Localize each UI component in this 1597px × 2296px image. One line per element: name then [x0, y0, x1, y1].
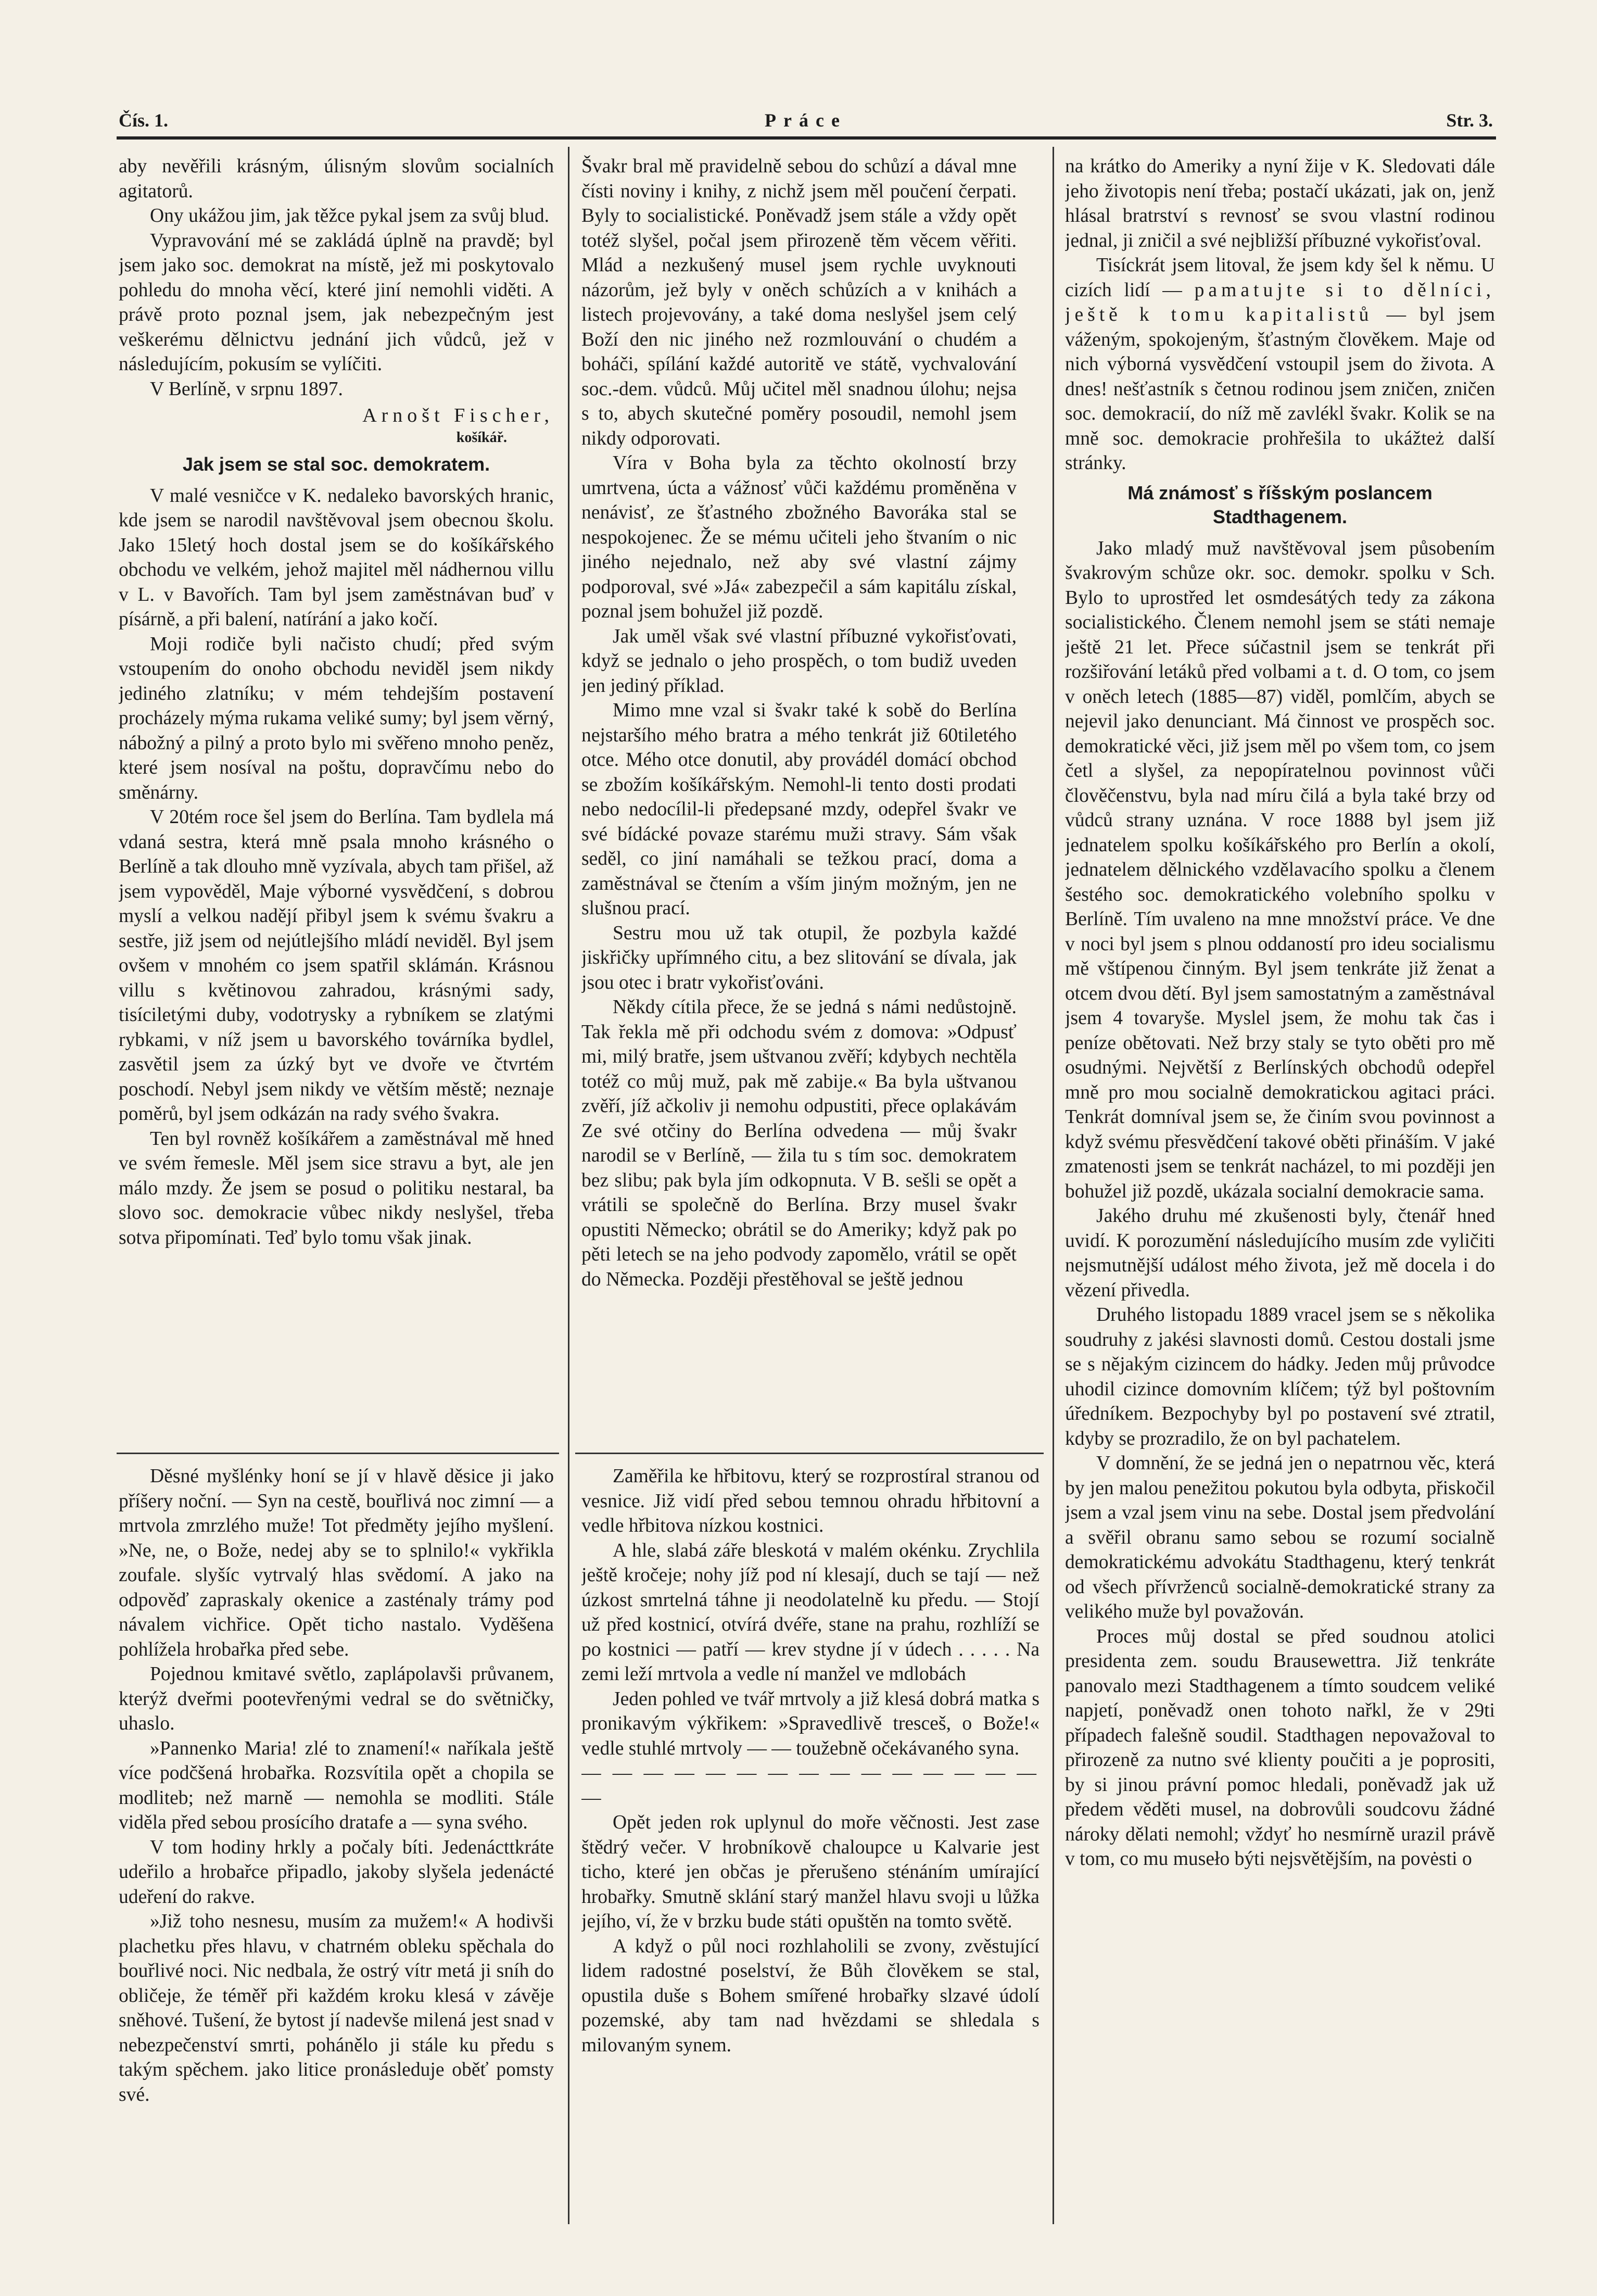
- column-3: [1065, 154, 1495, 2211]
- paragraph: aby nevěřili krásným, úlisným slovům socialních agitatorů.: [119, 156, 554, 202]
- author-profession: košíkář.: [456, 429, 507, 446]
- paragraph: Švakr bral mě pravidelně sebou do schůzí a dával mne čísti noviny i knihy, z nichž jsem měl poučení čerpati. Byly to socialistické. Poněvadž jsem stále a vždy opět totéž slyšel, počal jsem přirozeně těm věcem věřiti. Mlád a nezkušený musel jsem rychle uvyknouti názorům, jež byly v oněch schůzích a v knihách a listech projevovány, a také doma neslyšel jsem celý Boží den nic jiného než rozmlouvání o chudém a boháči, spílání každé autoritě ve státě, vychvalování soc.-dem. vůdců. Můj učitel měl snadnou úlohu; nejsa s to, abych skutečné poměry posoudil, nemohl jsem nikdy odporovati.: [581, 156, 1017, 449]
- paragraph: Mimo mne vzal si švakr také k sobě do Berlína nejstaršího mého bratra a mého tenkrát již 60tiletého otce. Mého otce donutil, aby provádél domácí obchod se zbožím košíkářským. Nemohl-li tento dosti prodati nebo nedocílil-li předepsané mzdy, odepřel švakr ve své bídácké povaze starému muži stravy. Sám však seděl, co jiní namáhali se težkou prací, doma a zaměstnával se čtením a vším jiným možným, jen ne slušnou prací.: [581, 700, 1017, 919]
- column-divider-1: [568, 147, 569, 2224]
- paragraph: Ony ukážou jim, jak těžce pykal jsem za svůj blud.: [150, 205, 550, 226]
- column-2: [581, 154, 1017, 1445]
- paragraph: Jako mladý muž navštěvoval jsem působením švakrovým schůze okr. soc. demokr. spolku v Sch. Bylo to uprostřed let osmdesátých tedy za zákona socialistického. Členem nemohl jsem se státi nemaje ještě 21 let. Přece súčastnil jsem se tenkrát při rozšiřování letáků před volbami a t. d. O tom, co jsem v oněch letech (1885—87) viděl, pomlčím, abych se nejevil jako denunciant. Má činnost ve prospěch soc. demokratické věci, již jsem měl po všem tom, co jsem četl a slyšel, za nepopíratelnou povinnost vůči člověčenstvu, byla nad míru čilá a byla také brzy od vůdců strany uznána. V roce 1888 byl jsem již jednatelem spolku košíkářského pro Berlín a okolí, jednatelem dělnického vzdělavacího spolku a členem šestého soc. demokratického volebního spolku v Berlíně. Tím uvaleno na mne množství práce. Ve dne v noci byl jsem s plnou oddaností pro ideu socialismu mě vštípenou činným. Byl jsem tenkráte již ženat a otcem dvou dětí. Byl jsem samostatným a zaměstnával jsem 4 tovaryše. Myslel jsem, že mohu tak čas i peníze obětovati. Než brzy staly se tyto oběti pro mě osudnými. Největší z Berlínských obchodů odepřel mně pro mou socialně demokratickou agitaci práci. Tenkrát domníval jsem se, že činím svou povinnost a když svému přesvědčení takové oběti přináším. V jaké zmatenosti jsem se tenkrát nacházel, to mi později jen bohužel již pozdě, ukázala socialní demokracie sama.: [1065, 537, 1495, 1202]
- paragraph: A hle, slabá záře bleskotá v malém okénku. Zrychlila ještě kročeje; nohy jíž pod ní klesají, duch se tají — než úzkost smrtelná táhne ji neodolatelně ku předu. — Stojí už před kostnicí, otvírá dvéře, stane na prahu, rozhlíží se po kostnici — patří — krev stydne jí v údech . . . . . Na zemi leží mrtvola a vedle ní manžel ve mdlobách: [581, 1540, 1040, 1685]
- section-heading: Má známosť s říšským poslancem Stadthagenem.: [1127, 482, 1433, 527]
- paragraph: Druhého listopadu 1889 vracel jsem se s několika soudruhy z jakési slavnosti domů. Cestou dostali jsme se s nějakým cizincem do hádky. Jeden můj průvodce uhodil cizince domovním klíčem; týž byl poštovním úředníkem. Bezpochyby byl po postavení své ztratil, kdyby se prozradilo, že on byl pachatelem.: [1065, 1304, 1495, 1449]
- paragraph: Moji rodiče byli načisto chudí; před svým vstoupením do onoho obchodu neviděl jsem nikdy jediného zlatníku; v mém tehdejším postavení procházely mýma rukama veliké sumy; byl jsem věrný, nábožný a pilný a proto bylo mi svěřeno mnoho peněz, které jsem nosíval na poštu, dopravčímu nebo do směnárny.: [119, 633, 554, 803]
- paragraph: Vypravování mé se zakládá úplně na pravdě; byl jsem jako soc. demokrat na místě, jež mi poskytovalo pohledu do mnoha věcí, které jiní nemohli viděti. A právě proto poznal jsem, jak nebezpečným jest veškerému dělnictvu jednání jich vůdců, jež v následujícím, pokusím se vylíčiti.: [119, 230, 554, 375]
- paragraph: Ten byl rovněž košíkářem a zaměstnával mě hned ve svém řemesle. Měl jsem sice stravu a byt, ale jen málo mzdy. Že jsem se posud o politiku nestaral, ba slovo soc. demokracie vůbec nikdy neslyšel, třeba sotva připomínati. Teď bylo tomu však jinak.: [119, 1128, 554, 1248]
- feuilleton-left: [119, 1464, 554, 2214]
- paragraph: V 20tém roce šel jsem do Berlína. Tam bydlela má vdaná sestra, která mně psala mnoho krásného o Berlíně a tak dlouho mně vyzívala, abych tam přišel, až jsem vypověděl, Maje výborné vysvědčení, s dobrou myslí a velkou nadějí přibyl jsem k svému švakru a sestře, již jsem od nejútlejšího mládí neviděl. Byl jsem ovšem v mnohém co jsem spatřil sklámán. Krásnou villu s květinovou zahradou, krásnými sady, tisíciletými duby, vodotrysky a rybníkem se zlatými rybkami, v níž jsem u bavorského továrníka bydlel, zasvětil jsem za úzký byt ve dvoře ve čtvrtém poschodí. Nebyl jsem nikdy ve větším městě; neznaje poměrů, byl jsem odkázán na rady svého švakra.: [119, 806, 554, 1125]
- paragraph: V domnění, že se jedná jen o nepatrnou věc, která by jen malou penežitou pokutou byla odbyta, přiskočil jsem a vzal jsem vinu na sebe. Dostal jsem předvolání a svěřil obranu samo sebou se rozumí socialně demokratickému advokátu Stadthagenu, který tenkrát od všech přívrženců socialně-demokratické strany za velikého muže byl považován.: [1065, 1453, 1495, 1622]
- newspaper-title: Práce: [765, 110, 847, 131]
- paragraph: Jeden pohled ve tvář mrtvoly a již klesá dobrá matka s pronikavým výkřikem: »Spravedlivě trescеš, o Bože!« vedle stuhlé mrtvoly — — toužebně očekávaného syna.: [581, 1688, 1040, 1759]
- paragraph: »Již toho nesnesu, musím za mužem!« A hodivši plachetku přes hlavu, v chatrném obleku spěchala do bouřlivé noci. Nic nedbala, že ostrý vítr metá ji sníh do obličeje, že téměř při každém kroku klesá v závěje sněhové. Tušení, že bytost jí nadevše milená jest snad v nebezpečenství smrti, pohánělo ji stále ku předu s takým spěchem. jako litice pronásleduje oběť pomsty své.: [119, 1911, 554, 2105]
- dash-separator: — — — — — — — — — — — — — — — —: [581, 1762, 1040, 1809]
- paragraph: »Pannenko Maria! zlé to znamení!« naříkala ještě více podčšená hrobařka. Rozsvítila opět a chopila se modliteb; než marně — nemohla se modliti. Stále viděla před sebou prosícího dratafe a — syna svého.: [119, 1737, 554, 1833]
- paragraph: V Berlíně, v srpnu 1897.: [150, 378, 343, 400]
- paragraph: V malé vesničce v K. nedaleko bavorských hranic, kde jsem se narodil navštěvoval jsem obecnou školu. Jako 15letý hoch dostal jsem se do košíkářského obchodu ve velkém, jehož majitel měl nádhernou villu v L. v Bavořích. Tam byl jsem zaměstnávan buď v písárně, a při balení, natírání a jako kočí.: [119, 485, 554, 630]
- paragraph: A když o půl noci rozhlaholili se zvony, zvěstující lidem radostné poselství, že Bůh člověkem se stal, opustila duše s Bohem smířené hrobařky slzavé údolí pozemské, aby tam nad hvězdami se shledala s milovaným synem.: [581, 1935, 1040, 2056]
- paragraph: Zaměřila ke hřbitovu, který se rozprostíral stranou od vesnice. Již vidí před sebou temnou ohradu hřbitovní a vedle hřbitova nízkou kostnici.: [581, 1466, 1040, 1536]
- paragraph: Jak uměl však své vlastní příbuzné vykořisťovati, když se jednalo o jeho prospěch, o tom budiž uveden jen jediný příklad.: [581, 625, 1017, 697]
- paragraph: Víra v Boha byla za těchto okolností brzy umrtvena, úcta a vážnosť vůči každému proměněna v nenávisť, ze šťastného zbožného Bavoráka stal se nespokojenec. Že se mému učiteli jeho štvaním o nic jiného nejednalo, než aby své vlastní zájmy podporoval, své »Já« zabezpečil a sám kapitálu získal, poznal jsem bohužel již pozdě.: [581, 452, 1017, 622]
- paragraph: Děsné myšlénky honí se jí v hlavě děsice ji jako příšery noční. — Syn na cestě, bouřlivá noc zimní — a mrtvola zmrzlého muže! Tot předměty jejího myšlení. »Ne, ne, o Bože, nedej aby se to splnilo!« vykřikla zoufale. slyšíc vytrvalý hlas svědomí. A jako na odpověď zapraskaly okenice a zasténaly trámy pod návalem vichřice. Opět ticho nastalo. Vyděšena pohlížela hrobařka před sebe.: [119, 1466, 554, 1660]
- paragraph-part: — byl jsem váženým, spokojeným, šťastným člověkem. Maje od nich výborná vysvědčení vstoupil jsem do života. A dnes! nešťastník s četnou rodinou jsem zničen, zničen soc. demokracií, do níž mě zavlékl švakr. Kolik se na mně soc. demokracie prohřešila to ukážteż další stránky.: [1065, 304, 1495, 474]
- column-1: [119, 154, 554, 1445]
- paragraph: V tom hodiny hrkly a počaly bíti. Jedenácttkráte udeřilo a hrobařce připadlo, jakoby slyšela jedenácté udeření do rakve.: [119, 1836, 554, 1908]
- paragraph-part: Tisíckrát jsem litoval, že jsem kdy šel k němu. U cizích lidí —: [1065, 255, 1495, 301]
- paragraph: Opět jeden rok uplynul do moře věčnosti. Jest zase štědrý večer. V hrobníkově chaloupce u Kalvarie jest tichо, které jen občas je přerušeno sténáním umírající hrobařky. Smutně sklání starý manžel hlavu svoji u lůžka jejího, ví, že v brzku bude státi opuštěn na tomto světě.: [581, 1812, 1040, 1932]
- paragraph: Jakého druhu mé zkušenosti byly, čtenář hned uvidí. K porozumění následujícího musím zde vyličiti nejsmutnější událost mého života, jež mě docela i do vězení přivedla.: [1065, 1205, 1495, 1301]
- paragraph: [1065, 253, 1495, 476]
- feuilleton-right: [581, 1464, 1040, 2214]
- section-divider-left: [117, 1453, 559, 1454]
- paragraph: Sestru mou už tak otupil, že pozbyla každé jiskřičky upřímného citu, a bez slitování se dívala, jak jsou otec i bratr vykořisťováni.: [581, 922, 1017, 993]
- issue-number: Čís. 1.: [119, 110, 169, 131]
- paragraph: Pojednou kmitavé světlo, zaplápolavši průvanem, kterýž dveřmi pootevřenými vedral se do světničky, uhaslo.: [119, 1663, 554, 1734]
- page-number: Str. 3.: [1446, 110, 1493, 131]
- page-header: [119, 109, 1493, 141]
- header-rule: [117, 136, 1496, 140]
- paragraph: Někdy cítila přece, že se jedná s námi nedůstojně. Tak řekla mě při odchodu svém z domova: »Odpusť mi, milý bratře, jsem uštvanou zvěří; kdybych nechtěla totéž co můj muž, pak mě zabije.« Ba byla uštvanou zvěří, jíž ačkoliv ji nemohu odpustiti, přece oplakávám Ze své otčiny do Berlína odvedena — můj švakr narodil se v Berlíně, — žila tu s tím soc. demokratem bez slibu; pak byla jím odkopnuta. V B. sešli se opět a vrátili se společně do Berlína. Brzy musel švakr opustiti Německo; obrátil se do Ameriky; když pak po pěti letech se na jeho podvody zapomělo, vrátil se opět do Německa. Později přestěhoval se ještě jednou: [581, 996, 1017, 1290]
- emphasized-text: pamatujte si to dělníci, ještě k tomu kapitalistů: [1065, 279, 1495, 325]
- section-heading: Jak jsem se stal soc. demokratem.: [182, 453, 490, 475]
- paragraph: na krátko do Ameriky a nyní žije v K. Sledovati dále jeho životopis není třeba; postačí ukázati, jak on, jenž hlásal bratrství s revnosť se svou vlastní rodinou jednal, ji zničil a své nejbližší příbuzné vykořisťoval.: [1065, 156, 1495, 251]
- section-divider-middle: [575, 1453, 1044, 1454]
- author-signature: Arnošt Fischer,: [362, 405, 554, 426]
- column-divider-2: [1053, 147, 1054, 2224]
- paragraph: Proces můj dostal se před soudnou atolici presidenta zem. soudu Brausewettra. Již tenkráte panovalo mezi Stadthagenem a tímto soudcem veliké napjetí, poněvadž onen tohoto nařkl, že v 29ti případech falešně soudil. Stadthagen nepovažoval to přirozeně za nutno své klienty poučiti a je poprositi, by si jinou právní pomoc hledali, poněvadž jak už předem věděti musel, na dobrovůli soudcovu žádné nároky dělati nemohl; vždyť ho nesmírně urazil právě v tom, co mu museło býti nejsvětějším, na povėsti o: [1065, 1625, 1495, 1870]
